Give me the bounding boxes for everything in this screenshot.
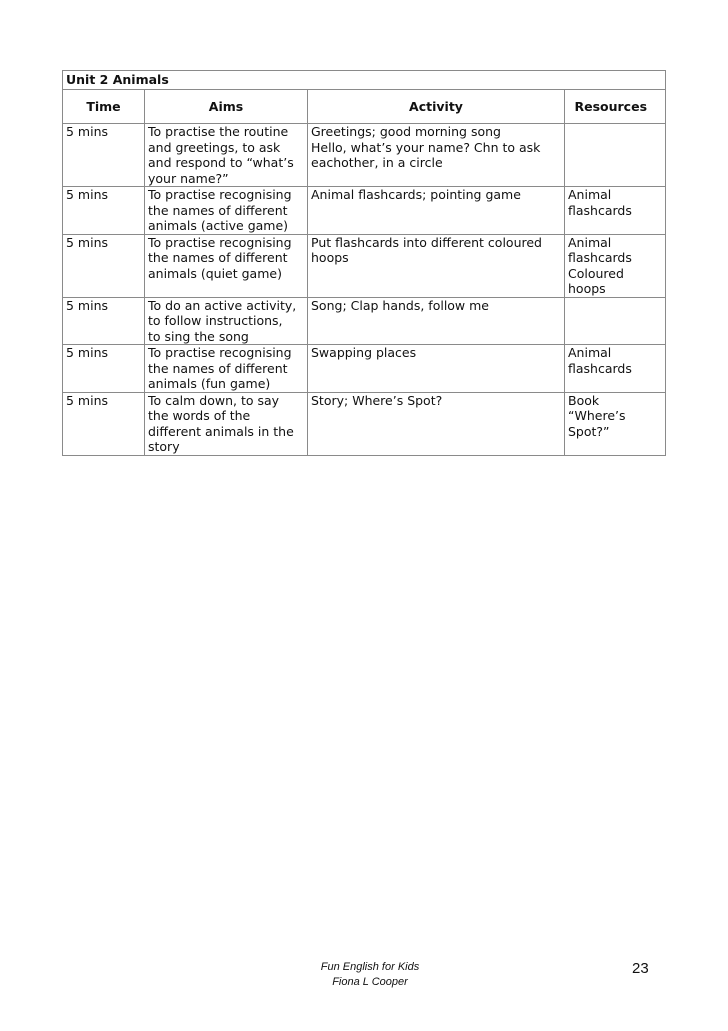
aims-line: the names of different [148,250,288,265]
header-activity: Activity [308,90,565,124]
table-row [63,234,666,297]
aims-line: animals (fun game) [148,376,271,391]
table-row [63,297,666,345]
aims-line: the names of different [148,202,288,218]
resources-line: Book [568,392,600,408]
cell-resources [565,297,666,345]
resources-line: Spot?” [568,423,610,439]
cell-aims [145,187,308,235]
cell-resources [565,345,666,393]
aims-line: To do an active activity, [148,297,297,313]
activity-line: Put flashcards into different coloured [311,234,542,250]
resources-line: Animal [568,187,612,202]
aims-line: To practise the routine [148,124,289,139]
activity-line: hoops [311,250,349,265]
table-title: Unit 2 Animals [63,71,666,90]
resources-line: Animal [568,234,612,250]
cell-time: 5 mins [63,187,145,235]
activity-line: eachother, in a circle [311,155,443,170]
aims-line: to sing the song [148,328,249,344]
cell-aims [145,345,308,393]
cell-resources [565,124,666,187]
table-row [63,124,666,187]
footer-title: Fun English for Kids [320,961,420,973]
resources-line: “Where’s [568,408,626,423]
resources-line: flashcards [568,250,632,265]
aims-line: To calm down, to say [148,392,280,408]
cell-activity [308,124,565,187]
cell-activity [308,187,565,235]
cell-time: 5 mins [63,234,145,297]
cell-activity [308,345,565,393]
aims-line: To practise recognising [148,345,292,360]
header-resources: Resources [565,90,666,124]
cell-resources [565,187,666,235]
aims-line: your name?” [148,170,229,186]
activity-line: Animal flashcards; pointing game [311,187,521,202]
cell-time: 5 mins [63,345,145,393]
table-row [63,187,666,235]
cell-resources [565,392,666,455]
cell-aims [145,124,308,187]
activity-line: Swapping places [311,345,417,360]
lesson-plan-table [62,70,666,456]
cell-activity [308,392,565,455]
page-number: 23 [632,960,649,977]
aims-line: To practise recognising [148,234,292,250]
cell-time: 5 mins [63,392,145,455]
aims-line: animals (quiet game) [148,265,282,281]
footer-author: Fiona L Cooper [332,976,408,988]
aims-line: animals (active game) [148,218,289,233]
activity-line: Greetings; good morning song [311,124,501,139]
table-row [63,345,666,393]
aims-line: and respond to “what’s [148,155,294,170]
aims-line: story [148,439,180,454]
cell-resources [565,234,666,297]
aims-line: the words of the [148,408,251,423]
cell-aims [145,234,308,297]
table-row [63,392,666,455]
cell-aims [145,392,308,455]
cell-time: 5 mins [63,124,145,187]
activity-line: Song; Clap hands, follow me [311,297,489,313]
cell-activity [308,234,565,297]
header-time: Time [63,90,145,124]
cell-activity [308,297,565,345]
aims-line: the names of different [148,360,288,376]
cell-aims [145,297,308,345]
aims-line: and greetings, to ask [148,139,281,155]
resources-line: Coloured [568,265,624,281]
activity-line: Hello, what’s your name? Chn to ask [311,139,541,155]
aims-line: to follow instructions, [148,313,283,328]
aims-line: To practise recognising [148,187,292,202]
aims-line: different animals in the [148,423,294,439]
resources-line: flashcards [568,360,632,376]
activity-line: Story; Where’s Spot? [311,392,443,408]
resources-line: hoops [568,281,606,296]
page-footer [300,960,440,990]
cell-time: 5 mins [63,297,145,345]
header-aims: Aims [145,90,308,124]
resources-line: flashcards [568,202,632,218]
resources-line: Animal [568,345,612,360]
